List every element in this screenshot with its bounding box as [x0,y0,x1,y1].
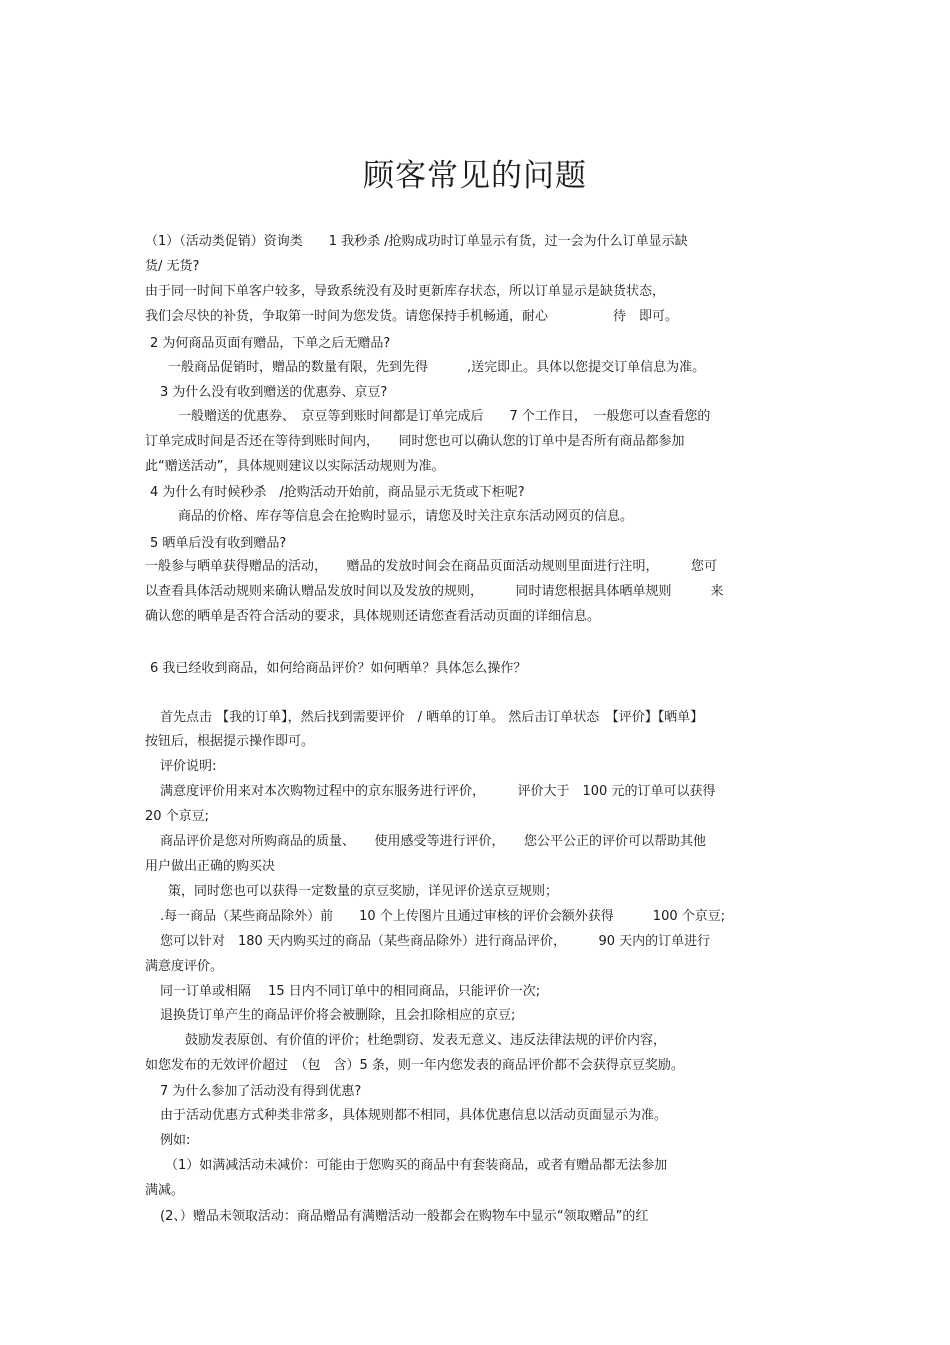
text-line: 您可以针对 180 天内购买过的商品（某些商品除外）进行商品评价， 90 天内的订单进行 [160,934,711,949]
text-line: 例如: [160,1133,191,1148]
text-line: 5 晒单后没有收到赠品? [150,536,287,551]
text-line: 同一订单或相隔 15 日内不同订单中的相同商品，只能评价一次; [160,984,541,999]
text-line: 如您发布的无效评价超过 （包 含）5 条，则一年内您发表的商品评价都不会获得京豆奖励。 [145,1058,684,1073]
text-line: 订单完成时间是否还在等待到账时间内， 同时您也可以确认您的订单中是否所有商品都参加 [145,434,685,449]
text-line: （1）（活动类促销）资询类 1 我秒杀 /抢购成功时订单显示有货，过一会为什么订单显示缺 [145,234,688,249]
text-line: 6 我已经收到商品，如何给商品评价？如何晒单？具体怎么操作？ [150,661,527,676]
text-line: 一般参与晒单获得赠品的活动， 赠品的发放时间会在商品页面活动规则里面进行注明， 您可 [145,559,718,574]
text-line: 由于活动优惠方式种类非常多，具体规则都不相同，具体优惠信息以活动页面显示为准。 [160,1108,668,1123]
text-line: （1）如满减活动未减价：可能由于您购买的商品中有套装商品，或者有赠品都无法参加 [165,1158,668,1173]
text-line: 满意度评价。 [145,959,224,974]
text-line: 20 个京豆; [145,809,210,824]
text-line: 按钮后，根据提示操作即可。 [145,734,315,749]
text-line: 4 为什么有时候秒杀 /抢购活动开始前，商品显示无货或下柜呢? [150,485,525,500]
text-line: 评价说明: [160,759,217,774]
text-line: 满意度评价用来对本次购物过程中的京东服务进行评价， 评价大于 100 元的订单可以获得 [160,784,716,799]
text-line: 退换货订单产生的商品评价将会被删除，且会扣除相应的京豆; [160,1008,516,1023]
text-line: 满减。 [145,1183,185,1198]
text-line: 一般赠送的优惠券、 京豆等到账时间都是订单完成后 7 个工作日， 一般您可以查看您的 [178,409,711,424]
text-line: 策，同时您也可以获得一定数量的京豆奖励，详见评价送京豆规则； [168,884,559,899]
text-line: .每一商品（某些商品除外）前 10 个上传图片且通过审核的评价会额外获得 100 个京豆; [160,909,726,924]
text-line: 我们会尽快的补货，争取第一时间为您发货。请您保持手机畅通，耐心 待 即可。 [145,309,679,324]
text-line: 2 为何商品页面有赠品，下单之后无赠品? [150,336,391,351]
text-line: 鼓励发表原创、有价值的评价；杜绝剽窃、发表无意义、违反法律法规的评价内容， [185,1033,667,1048]
text-line: 商品评价是您对所购商品的质量、 使用感受等进行评价， 您公平公正的评价可以帮助其他 [160,834,707,849]
text-line: 商品的价格、库存等信息会在抢购时显示，请您及时关注京东活动网页的信息。 [178,509,634,524]
text-line: (2、）赠品未领取活动：商品赠品有满赠活动一般都会在购物车中显示“领取赠品”的红 [160,1209,649,1224]
text-line: 用户做出正确的购买决 [145,859,276,874]
text-line: 此“赠送活动”，具体规则建议以实际活动规则为准。 [145,459,445,474]
text-line: 以查看具体活动规则来确认赠品发放时间以及发放的规则， 同时请您根据具体晒单规则 来 [145,584,724,599]
text-line: 7 为什么参加了活动没有得到优惠? [160,1084,362,1099]
text-line: 首先点击 【我的订单】，然后找到需要评价 / 晒单的订单。 然后击订单状态 【评价】【晒单】 [160,710,704,725]
text-line: 确认您的晒单是否符合活动的要求，具体规则还请您查看活动页面的详细信息。 [145,609,601,624]
text-line: 货/ 无货? [145,259,200,274]
text-line: 由于同一时间下单客户较多，导致系统没有及时更新库存状态，所以订单显示是缺货状态， [145,284,666,299]
text-line: 一般商品促销时，赠品的数量有限，先到先得 ,送完即止。具体以您提交订单信息为准。 [168,360,706,375]
page-title: 顾客常见的问题 [363,158,587,194]
text-line: 3 为什么没有收到赠送的优惠券、京豆? [160,385,388,400]
